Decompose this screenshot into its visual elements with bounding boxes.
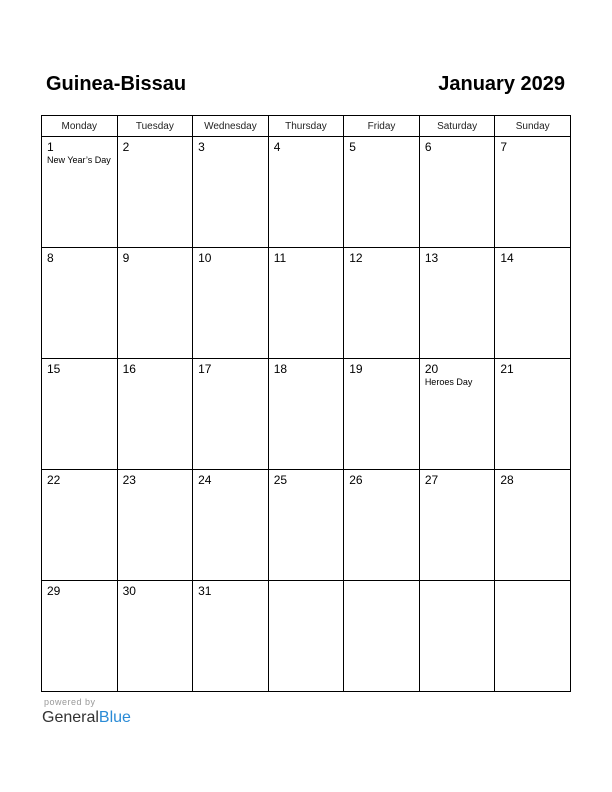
holiday-label [344,487,419,488]
day-number: 9 [122,251,130,265]
day-cell [495,248,571,359]
holiday-label [42,265,117,266]
weekday-header: Monday [42,116,118,137]
holiday-label [193,154,268,155]
day-number: 18 [273,362,288,376]
day-cell [268,137,344,248]
holiday-label [495,154,570,155]
day-cell [419,359,495,470]
holiday-label [269,376,344,377]
day-number: 21 [500,362,514,376]
day-cell [344,470,420,581]
day-number: 11 [273,251,287,265]
holiday-label: Heroes Day [424,377,473,387]
holiday-label [193,265,268,266]
day-number: 3 [198,140,205,154]
day-number: 7 [500,140,508,154]
day-number: 28 [500,473,514,487]
holiday-label [193,598,268,599]
powered-by-text: powered by [44,697,96,707]
holiday-label [193,487,268,488]
day-cell [117,581,193,692]
holiday-label [495,265,570,266]
day-number: 15 [47,362,61,376]
day-cell [117,137,193,248]
holiday-label [495,376,570,377]
month-title: January 2029 [438,73,565,95]
holiday-label [269,154,344,155]
day-number: 12 [349,251,363,265]
holiday-label [118,598,193,599]
weekday-header: Saturday [419,116,495,137]
holiday-label [420,584,495,585]
holiday-label [344,584,419,585]
weekday-header: Thursday [268,116,344,137]
week-row [42,137,571,248]
day-cell [268,581,344,692]
day-cell [42,137,118,248]
day-number: 22 [47,473,61,487]
holiday-label [42,376,117,377]
day-number: 13 [424,251,439,265]
day-number: 10 [198,251,212,265]
day-number: 31 [198,584,212,598]
holiday-label [344,265,419,266]
brand-logo[interactable] [42,708,131,728]
day-number: 25 [273,473,288,487]
holiday-label [193,376,268,377]
day-number: 16 [122,362,136,376]
footer-divider [41,691,571,692]
day-number: 29 [47,584,61,598]
week-row [42,359,571,470]
day-number: 4 [273,140,281,154]
day-number: 24 [198,473,212,487]
day-number: 14 [500,251,514,265]
day-cell [268,248,344,359]
holiday-label [344,376,419,377]
day-cell [495,137,571,248]
day-cell [193,248,269,359]
day-number: 20 [424,362,439,376]
day-cell [42,359,118,470]
calendar-grid [41,115,571,692]
day-number: 26 [349,473,363,487]
weekday-header: Friday [344,116,420,137]
holiday-label [42,598,117,599]
brand-name-part2: Blue [98,709,131,726]
weekday-header: Tuesday [117,116,193,137]
weekday-header: Sunday [495,116,571,137]
day-cell [344,137,420,248]
day-cell [344,248,420,359]
day-cell [193,137,269,248]
day-cell [193,359,269,470]
day-cell [268,359,344,470]
brand-name-part1: General [42,709,99,726]
holiday-label [42,487,117,488]
day-number: 5 [349,140,356,154]
day-cell [495,359,571,470]
week-row [42,581,571,692]
day-cell [42,248,118,359]
holiday-label [495,487,570,488]
day-cell [117,248,193,359]
day-number: 27 [424,473,439,487]
day-cell [42,581,118,692]
day-cell [344,581,420,692]
day-cell [495,470,571,581]
day-cell [268,470,344,581]
holiday-label [495,584,570,585]
holiday-label [118,265,193,266]
holiday-label [269,265,344,266]
holiday-label [118,376,193,377]
day-cell [344,359,420,470]
day-cell [419,248,495,359]
week-row [42,248,571,359]
day-number: 17 [198,362,212,376]
holiday-label [269,584,344,585]
holiday-label [420,154,495,155]
day-cell [419,137,495,248]
day-cell [117,470,193,581]
week-row [42,470,571,581]
day-cell [117,359,193,470]
holiday-label [344,154,419,155]
day-cell [419,581,495,692]
holiday-label [269,487,344,488]
holiday-label: New Year’s Day [47,155,111,165]
holiday-label [420,265,495,266]
day-number: 23 [122,473,136,487]
weekday-header: Wednesday [193,116,269,137]
holiday-label [118,154,193,155]
day-cell [193,581,269,692]
weekday-header-row [42,116,571,137]
day-number: 6 [424,140,432,154]
day-number: 19 [349,362,363,376]
holiday-label [118,487,193,488]
holiday-label [420,487,495,488]
day-cell [419,470,495,581]
country-title: Guinea-Bissau [46,73,187,95]
day-cell [42,470,118,581]
day-number: 30 [122,584,136,598]
day-cell [495,581,571,692]
day-cell [193,470,269,581]
day-number: 8 [47,251,54,265]
day-number: 1 [47,140,54,154]
day-number: 2 [122,140,130,154]
